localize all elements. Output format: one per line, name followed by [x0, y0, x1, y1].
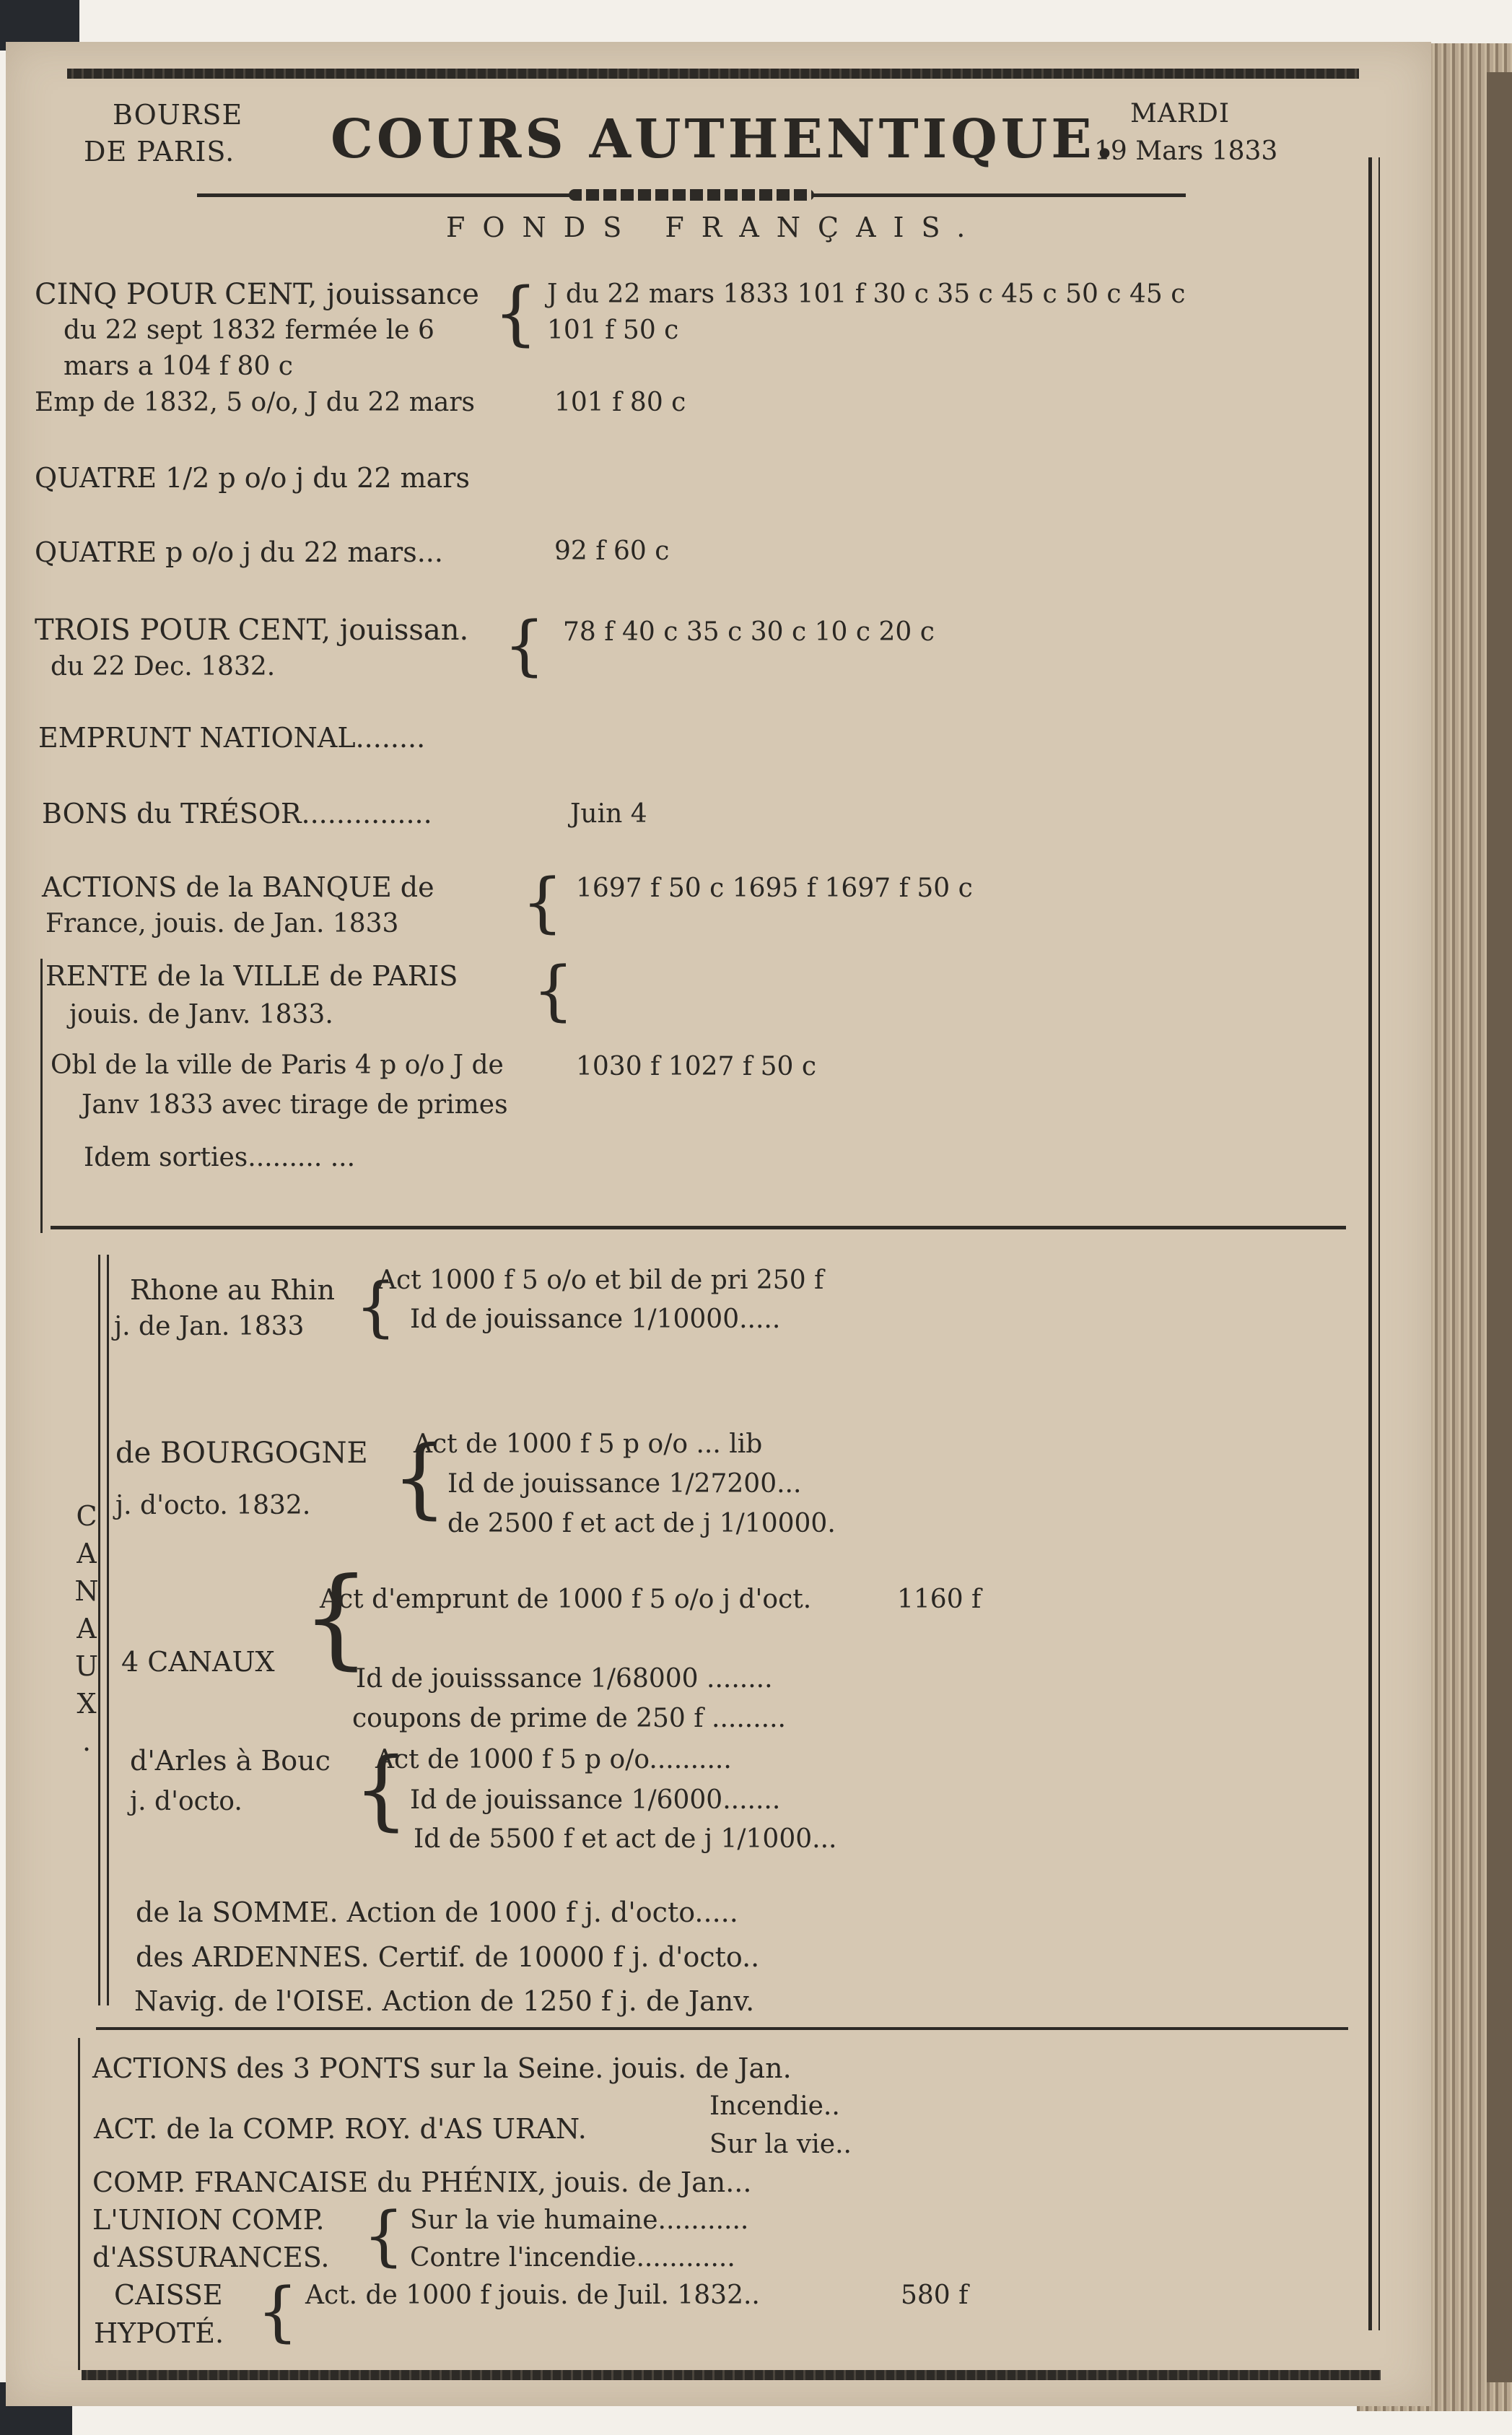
document-page	[6, 42, 1431, 2406]
fonds-row-label: France, jouis. de Jan. 1833	[45, 909, 399, 938]
left-margin-rule	[40, 959, 43, 1233]
actions-roy-incendie: Incendie..	[709, 2091, 840, 2121]
fonds-row-value: 1030 f 1027 f 50 c	[576, 1052, 817, 1081]
canaux-bracket-rule-inner	[107, 1255, 109, 2005]
canal-name: Rhone au Rhin	[130, 1274, 335, 1306]
actions-caisse-right: Act. de 1000 f jouis. de Juil. 1832..	[305, 2281, 760, 2310]
canal-jouissance: j. de Jan. 1833	[114, 1312, 305, 1341]
actions-caisse-value: 580 f	[901, 2281, 969, 2310]
canal-name: d'Arles à Bouc	[130, 1745, 331, 1777]
fonds-row-label: RENTE de la VILLE de PARIS	[45, 960, 458, 992]
actions-union-right1: Sur la vie humaine...........	[410, 2205, 749, 2235]
fonds-row-label: Idem sorties......... ...	[84, 1143, 356, 1172]
fonds-row-value: Juin 4	[570, 799, 647, 829]
fonds-row-value: 101 f 80 c	[554, 388, 686, 417]
canal-other: de la SOMME. Action de 1000 f j. d'octo.....	[136, 1896, 738, 1928]
section-divider	[96, 2027, 1348, 2030]
actions-phenix: COMP. FRANCAISE du PHÉNIX, jouis. de Jan...	[92, 2166, 752, 2198]
page-edge-shadow	[1487, 72, 1512, 2382]
canal-other: Navig. de l'OISE. Action de 1250 f j. de Janv.	[134, 1985, 755, 2017]
fonds-row-label: EMPRUNT NATIONAL........	[38, 722, 426, 754]
fonds-row-label: QUATRE 1/2 p o/o j du 22 mars	[35, 462, 470, 494]
title-ornament	[569, 189, 814, 201]
fonds-row-label: TROIS POUR CENT, jouissan.	[35, 614, 469, 647]
canal-detail: Act d'emprunt de 1000 f 5 o/o j d'oct.	[320, 1585, 812, 1614]
fonds-row-label: Obl de la ville de Paris 4 p o/o J de	[51, 1050, 504, 1080]
fonds-row-label: du 22 sept 1832 fermée le 6	[64, 315, 434, 345]
canal-jouissance: j. d'octo. 1832.	[115, 1491, 311, 1520]
brace: {	[392, 1428, 447, 1528]
actions-union-label2: d'ASSURANCES.	[92, 2242, 330, 2273]
brace: {	[257, 2274, 299, 2350]
fonds-row-label: BONS du TRÉSOR...............	[42, 798, 432, 829]
fonds-row-value: 78 f 40 c 35 c 30 c 10 c 20 c	[563, 617, 935, 647]
canal-detail: Act de 1000 f 5 p o/o..........	[375, 1745, 732, 1774]
canal-detail: Act 1000 f 5 o/o et bil de pri 250 f	[377, 1266, 824, 1295]
fonds-row-label: Janv 1833 avec tirage de primes	[82, 1090, 508, 1120]
canal-detail: de 2500 f et act de j 1/10000.	[447, 1509, 836, 1538]
canal-detail: Id de jouisssance 1/68000 ........	[356, 1664, 773, 1694]
fonds-row-value: 1697 f 50 c 1695 f 1697 f 50 c	[576, 874, 973, 903]
right-border-rule-inner	[1378, 157, 1380, 2330]
brace: {	[533, 953, 574, 1029]
actions-union-label1: L'UNION COMP.	[92, 2204, 325, 2236]
brace: {	[504, 608, 546, 684]
fonds-row-label: du 22 Dec. 1832.	[51, 652, 276, 681]
actions-left-rule	[78, 2038, 80, 2370]
actions-union-right2: Contre l'incendie............	[410, 2243, 735, 2273]
brace: {	[363, 2198, 405, 2274]
brace: {	[354, 1740, 409, 1840]
header-left-line1: BOURSE	[113, 99, 243, 131]
canal-other: des ARDENNES. Certif. de 10000 f j. d'octo..	[136, 1941, 760, 1973]
fonds-row-label: mars a 104 f 80 c	[64, 352, 293, 381]
canal-detail: coupons de prime de 250 f .........	[352, 1704, 786, 1733]
top-ornamental-rule	[67, 69, 1359, 79]
canal-detail: Id de jouissance 1/6000.......	[410, 1785, 781, 1815]
canal-detail: Act de 1000 f 5 p o/o ... lib	[414, 1429, 763, 1459]
actions-roy-label: ACT. de la COMP. ROY. d'AS URAN.	[94, 2113, 587, 2145]
fonds-row-label: CINQ POUR CENT, jouissance	[35, 278, 479, 311]
canal-detail: Id de jouissance 1/10000.....	[410, 1304, 781, 1334]
header-right-line1: MARDI	[1130, 99, 1231, 128]
page-title: COURS AUTHENTIQUE.	[331, 108, 1118, 170]
actions-caisse-label2: HYPOTÉ.	[94, 2317, 224, 2349]
bottom-ornamental-rule	[82, 2370, 1381, 2380]
brace: {	[522, 865, 564, 941]
canal-name: de BOURGOGNE	[115, 1437, 368, 1470]
brace: {	[302, 1555, 371, 1681]
canal-name: 4 CANAUX	[121, 1646, 275, 1678]
canal-detail: Id de 5500 f et act de j 1/1000...	[414, 1824, 837, 1854]
brace: {	[355, 1269, 397, 1345]
actions-ponts: ACTIONS des 3 PONTS sur la Seine. jouis. de Jan.	[92, 2052, 792, 2084]
canal-detail: Id de jouissance 1/27200...	[447, 1469, 802, 1499]
right-border-rule	[1368, 157, 1372, 2330]
fonds-row-value: 92 f 60 c	[554, 536, 670, 566]
canal-jouissance: j. d'octo.	[130, 1787, 242, 1816]
canal-value: 1160 f	[897, 1585, 982, 1614]
fonds-row-value: 101 f 50 c	[547, 315, 679, 345]
brace: {	[494, 273, 538, 354]
fonds-row-label: ACTIONS de la BANQUE de	[42, 871, 434, 903]
fonds-row-value: J du 22 mars 1833 101 f 30 c 35 c 45 c 50 c 45 c	[547, 279, 1186, 309]
fonds-row-label: jouis. de Janv. 1833.	[69, 1000, 333, 1029]
section-heading: FONDS FRANÇAIS.	[446, 212, 983, 243]
actions-caisse-label1: CAISSE	[114, 2279, 223, 2311]
header-date: 19 Mars 1833	[1094, 136, 1278, 166]
actions-roy-vie: Sur la vie..	[709, 2130, 852, 2159]
canaux-vertical-label: CANAUX.	[71, 1500, 102, 1763]
header-left-line2: DE PARIS.	[84, 136, 235, 167]
fonds-row-label: Emp de 1832, 5 o/o, J du 22 mars	[35, 388, 475, 417]
fonds-row-label: QUATRE p o/o j du 22 mars...	[35, 536, 443, 568]
section-divider	[51, 1226, 1346, 1229]
